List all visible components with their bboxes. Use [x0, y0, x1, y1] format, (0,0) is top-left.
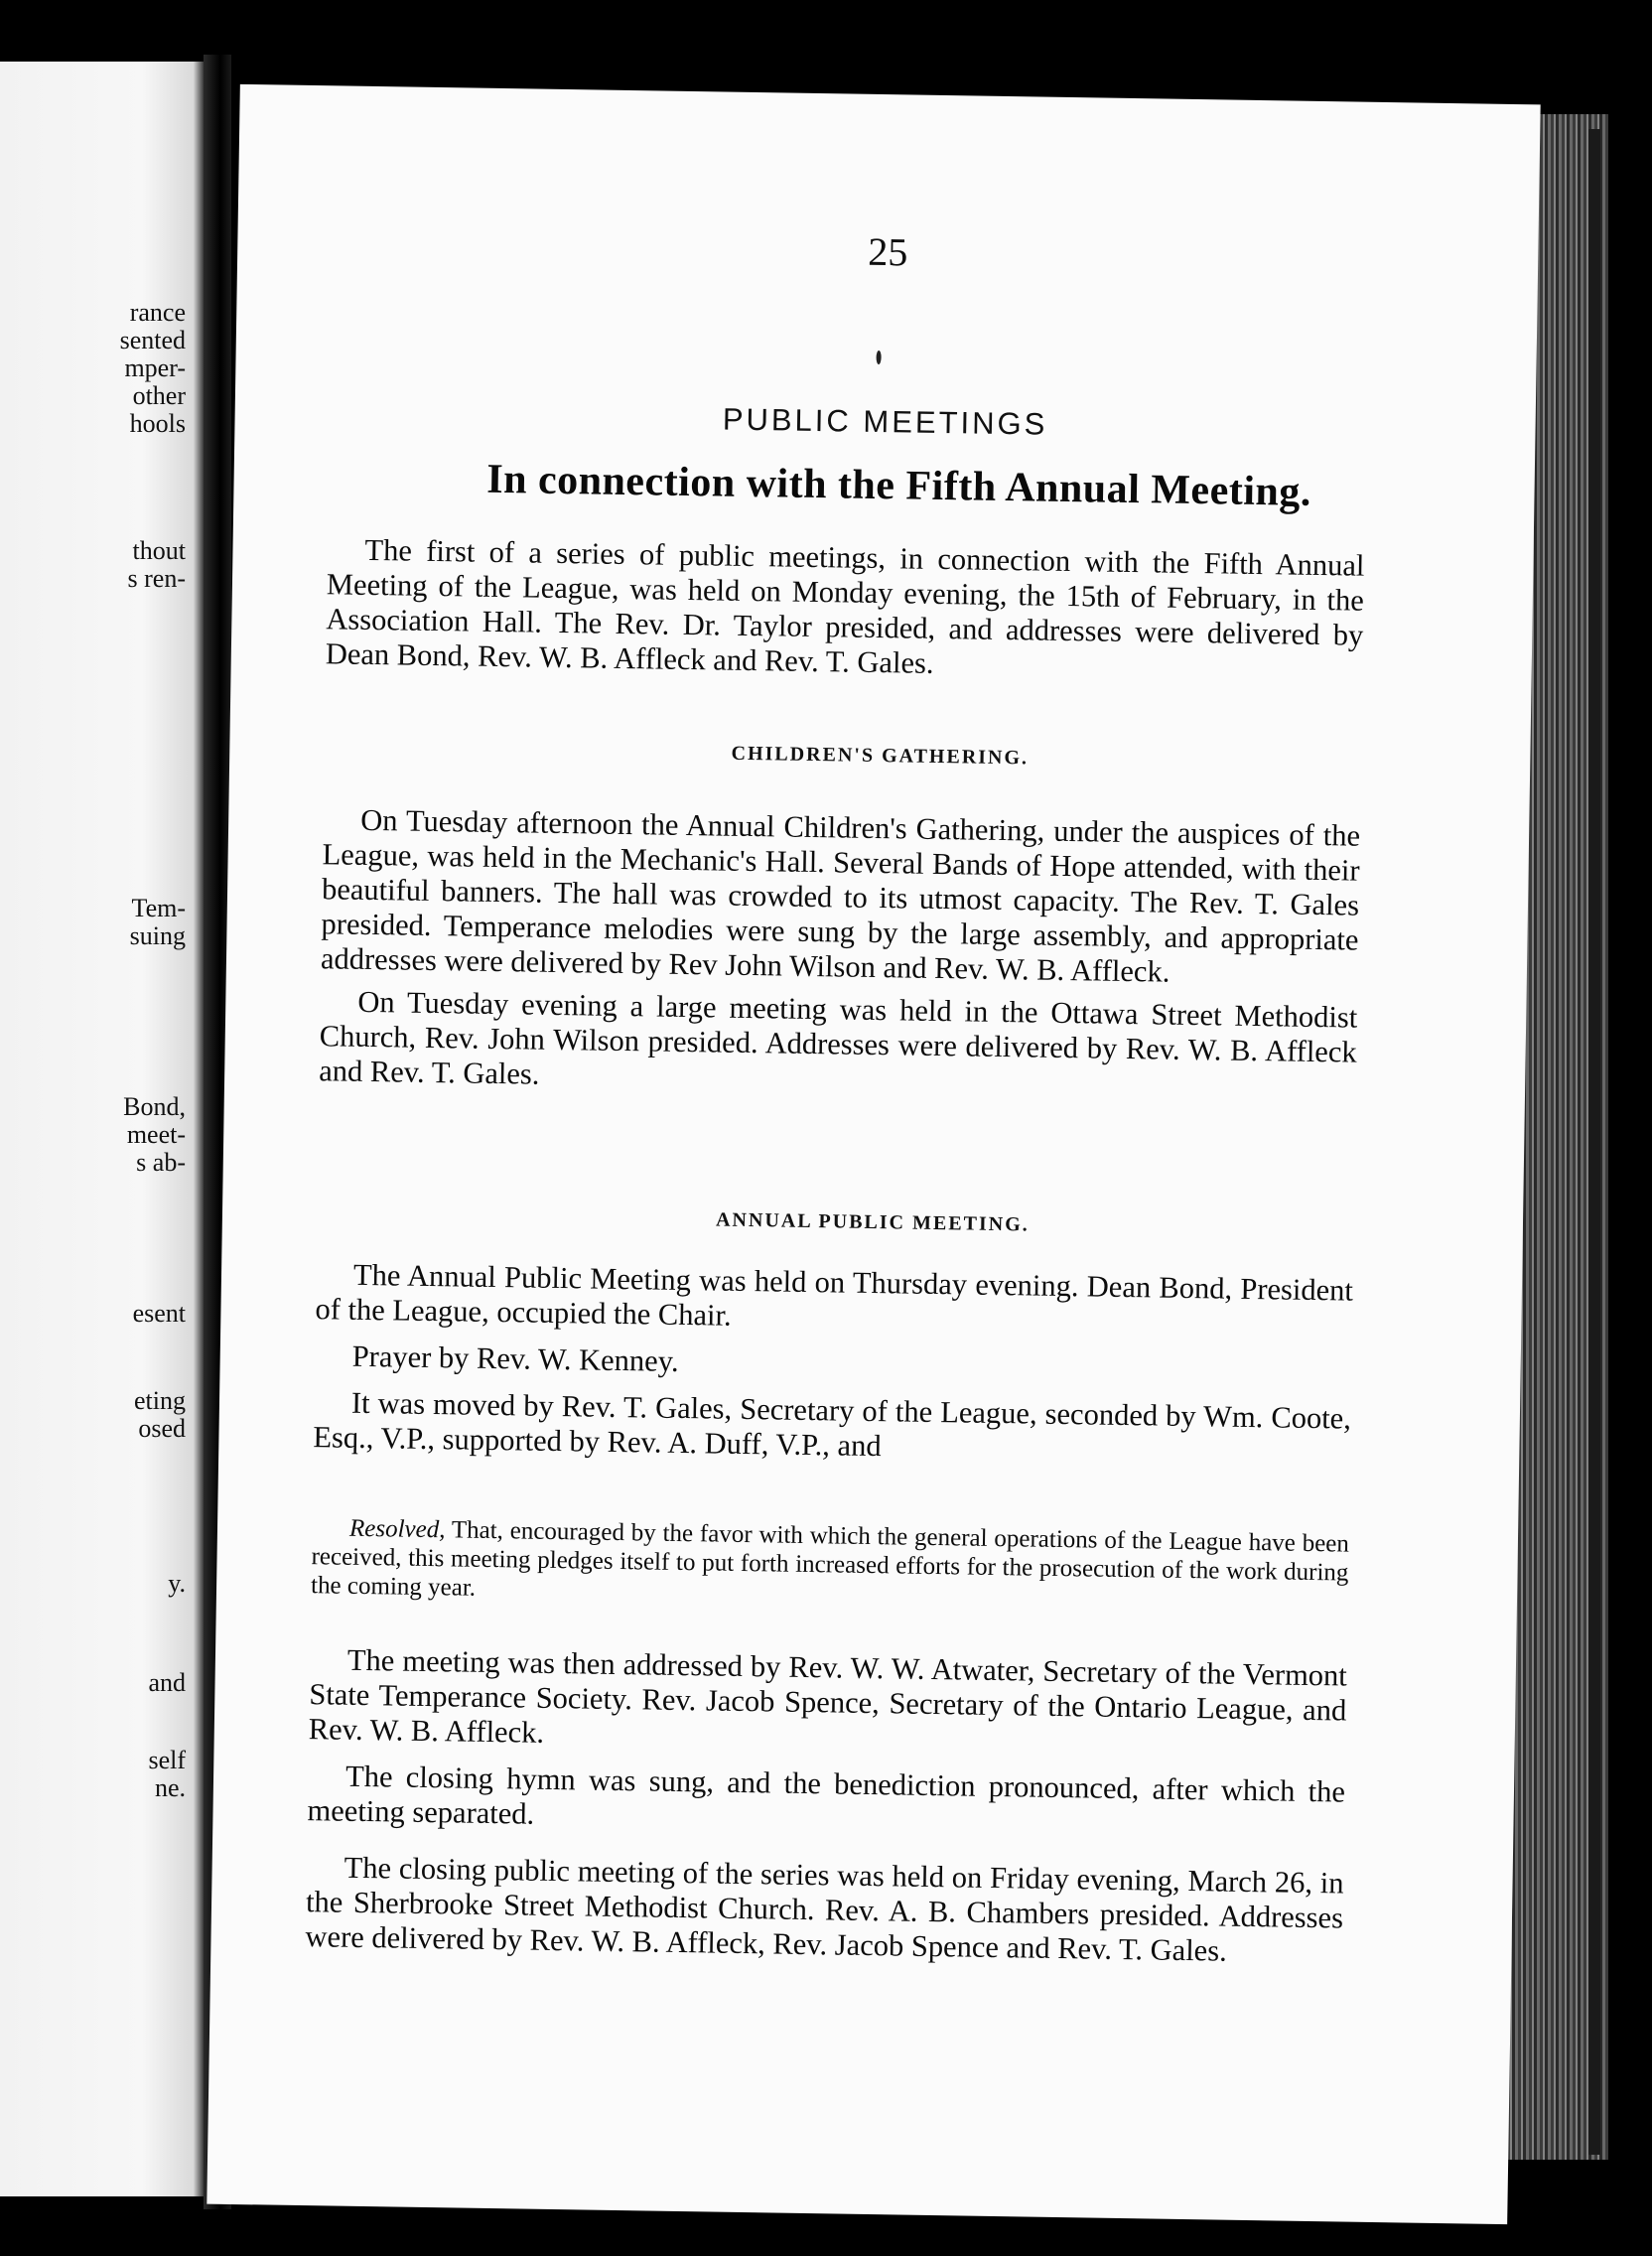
left-page-line: Bond, — [123, 1092, 186, 1121]
left-page-line: and — [148, 1668, 186, 1697]
left-page-line: eting — [134, 1386, 186, 1415]
book-page — [206, 84, 1540, 2224]
resolution-paragraph — [311, 1513, 1349, 1616]
left-page-line: osed — [138, 1414, 186, 1443]
page-subheading: In connection with the Fifth Annual Meeting. — [485, 456, 1312, 515]
annual-paragraph-2: Prayer by Rev. W. Kenney. — [351, 1339, 679, 1378]
print-speck — [876, 351, 881, 364]
annual-section-continued — [305, 1642, 1347, 1970]
section-heading-annual: ANNUAL PUBLIC MEETING. — [715, 1208, 1030, 1236]
left-page-line: sented — [119, 326, 186, 354]
annual-paragraph-5: The closing hymn was sung, and the benediction pronounced, after which the meeting separated. — [307, 1759, 1346, 1831]
left-page-line: mper- — [124, 353, 186, 382]
annual-paragraph-1: The Annual Public Meeting was held on Thursday evening. Dean Bond, President of the League, occupied the Chair. — [315, 1257, 1354, 1333]
intro-paragraph — [326, 532, 1365, 687]
page-heading: PUBLIC MEETINGS — [722, 401, 1048, 442]
left-page-line: s ren- — [127, 564, 186, 593]
section-heading-children: CHILDREN'S GATHERING. — [731, 742, 1030, 770]
annual-section — [313, 1257, 1353, 1471]
left-page-line: hools — [129, 409, 186, 438]
left-page-line: y. — [168, 1569, 186, 1598]
left-page-line: rance — [129, 298, 186, 327]
page-number: 25 — [867, 228, 908, 275]
left-page-line: thout — [132, 536, 186, 565]
annual-paragraph-4: The meeting was then addressed by Rev. W. W. Atwater, Secretary of the Vermont State Temperance Society. Rev. Jacob Spence, Secretary of the Ontario League, and Rev. W. B. Affleck. — [308, 1642, 1348, 1750]
resolution-text: That, encouraged by the favor with which the general operations of the League have been received, this meeting pledges itself to put forth increased efforts for the prosecution of the work during the coming year. — [310, 1516, 1350, 1602]
resolution-block — [311, 1513, 1349, 1616]
children-section — [319, 802, 1360, 1104]
left-page-line: other — [132, 381, 186, 410]
left-page-line: suing — [129, 921, 186, 950]
children-paragraph-1: On Tuesday afternoon the Annual Children's Gathering, under the auspices of the League, was held in the Mechanic's Hall. Several Bands of Hope attended, with their beautiful banners. The hall was crowded to its utmost capacity. The Rev. T. Gales presided. Temperance melodies were sung by the large assembly, and appropriate addresses were delivered by Rev John Wilson and Rev. W. B. Affleck. — [320, 802, 1361, 989]
closing-paragraph: The closing public meeting of the series was held on Friday evening, March 26, in the Sherbrooke Street Methodist Church. Rev. A. B. Chambers presided. Addresses were delivered by Rev. W. B. Affleck, Rev. Jacob Spence and Rev. T. Gales. — [305, 1850, 1344, 1968]
left-page-line: meet- — [126, 1120, 186, 1149]
left-page-line: s ab- — [136, 1148, 186, 1177]
annual-paragraph-3: It was moved by Rev. T. Gales, Secretary of the League, seconded by Wm. Coote, Esq., V.P., supported by Rev. A. Duff, V.P., and — [313, 1385, 1352, 1464]
page-edge-shadow — [1588, 129, 1600, 2155]
left-page-line: ne. — [154, 1773, 186, 1802]
previous-page-fragment — [0, 62, 204, 2196]
intro-text: The first of a series of public meetings, in connection with the Fifth Annual Meeting of the League, was held on Monday evening, the 15th of February, in the Association Hall. The Rev. Dr. Taylor presided, and addresses were delivered by Dean Bond, Rev. W. B. Affleck and Rev. T. Gales. — [325, 532, 1365, 680]
resolved-word: Resolved, — [348, 1514, 446, 1544]
left-page-line: self — [148, 1746, 186, 1774]
left-page-line: Tem- — [131, 894, 186, 922]
children-paragraph-2: On Tuesday evening a large meeting was held in the Ottawa Street Methodist Church, Rev. John Wilson presided. Addresses were delivered by Rev. W. B. Affleck and Rev. T. Gales. — [318, 984, 1358, 1091]
left-page-line: esent — [132, 1299, 186, 1328]
